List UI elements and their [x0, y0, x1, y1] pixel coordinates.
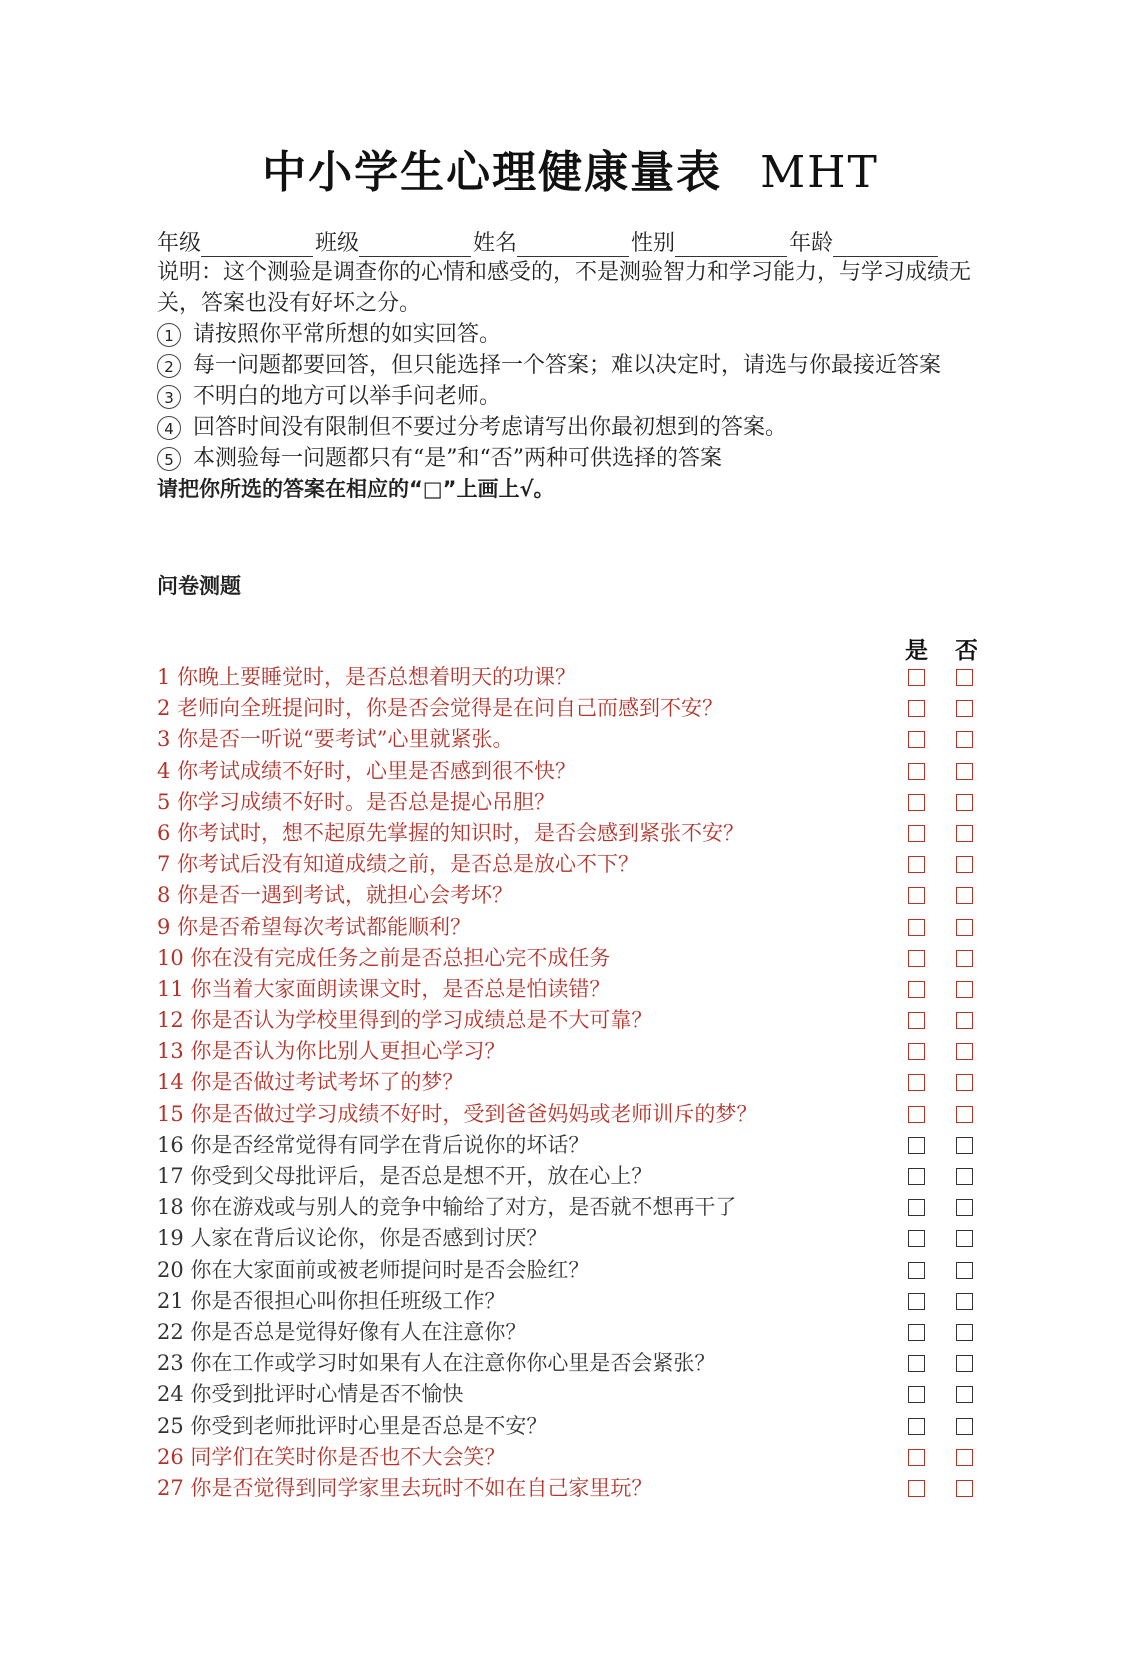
question-row: [157, 787, 997, 818]
question-row: [157, 1317, 997, 1348]
question-text: 12 你是否认为学校里得到的学习成绩总是不大可靠？: [157, 1008, 653, 1033]
question-text: 9 你是否希望每次考试都能顺利？: [157, 914, 472, 939]
question-text: 14 你是否做过考试考坏了的梦？: [157, 1070, 464, 1095]
no-column-header: 否: [955, 638, 978, 664]
yes-checkbox[interactable]: [908, 1106, 925, 1123]
yes-checkbox[interactable]: [908, 1355, 925, 1372]
rule-text: 不明白的地方可以举手问老师。: [193, 384, 502, 409]
title-chinese: 中小学生心理健康量表: [262, 147, 723, 198]
yes-checkbox[interactable]: [908, 856, 925, 873]
description-text: 说明：这个测验是调查你的心情和感受的，不是测验智力和学习能力，与学习成绩无关，答案也没有好坏之分。: [157, 260, 972, 316]
question-text: 18 你在游戏或与别人的竞争中输给了对方，是否就不想再干了: [157, 1195, 737, 1220]
rule-text: 请按照你平常所想的如实回答。: [193, 322, 502, 347]
yes-checkbox[interactable]: [908, 1262, 925, 1279]
question-text: 11 你当着大家面朗读课文时，是否总是怕读错？: [157, 976, 611, 1001]
yes-checkbox[interactable]: [908, 981, 925, 998]
rule-text: 本测验每一问题都只有“是”和“否”两种可供选择的答案: [193, 446, 722, 471]
no-checkbox[interactable]: [956, 1074, 973, 1091]
question-row: [157, 880, 997, 911]
question-row: [157, 662, 997, 693]
question-row: [157, 724, 997, 755]
yes-checkbox[interactable]: [908, 1449, 925, 1466]
rule-text: 回答时间没有限制但不要过分考虑请写出你最初想到的答案。: [193, 415, 788, 440]
no-checkbox[interactable]: [956, 1168, 973, 1185]
grade-field[interactable]: [201, 234, 313, 257]
student-info-line: [157, 226, 992, 257]
no-checkbox[interactable]: [956, 1480, 973, 1497]
yes-checkbox[interactable]: [908, 669, 925, 686]
no-checkbox[interactable]: [956, 1418, 973, 1435]
page-title: [0, 136, 1141, 200]
rule-number: 5: [157, 447, 181, 471]
question-row: [157, 1005, 997, 1036]
question-row: [157, 1067, 997, 1098]
yes-checkbox[interactable]: [908, 887, 925, 904]
no-checkbox[interactable]: [956, 825, 973, 842]
no-checkbox[interactable]: [956, 1324, 973, 1341]
info-label-class: 班级: [315, 231, 360, 256]
question-text: 25 你受到老师批评时心里是否总是不安？: [157, 1413, 548, 1438]
no-checkbox[interactable]: [956, 1012, 973, 1029]
question-text: 4 你考试成绩不好时，心里是否感到很不快？: [157, 758, 577, 783]
question-text: 20 你在大家面前或被老师提问时是否会脸红？: [157, 1257, 590, 1282]
no-checkbox[interactable]: [956, 669, 973, 686]
question-row: [157, 1130, 997, 1161]
yes-checkbox[interactable]: [908, 1418, 925, 1435]
yes-checkbox[interactable]: [908, 950, 925, 967]
yes-checkbox[interactable]: [908, 731, 925, 748]
rule-number: 1: [157, 323, 181, 347]
question-row: [157, 693, 997, 724]
question-text: 13 你是否认为你比别人更担心学习？: [157, 1039, 506, 1064]
yes-checkbox[interactable]: [908, 794, 925, 811]
question-row: [157, 849, 997, 880]
question-text: 23 你在工作或学习时如果有人在注意你你心里是否会紧张？: [157, 1351, 716, 1376]
question-text: 22 你是否总是觉得好像有人在注意你？: [157, 1319, 527, 1344]
no-checkbox[interactable]: [956, 1293, 973, 1310]
info-label-grade: 年级: [157, 231, 202, 256]
yes-checkbox[interactable]: [908, 1230, 925, 1247]
no-checkbox[interactable]: [956, 1230, 973, 1247]
question-text: 6 你考试时，想不起原先掌握的知识时，是否会感到紧张不安？: [157, 820, 745, 845]
question-list: [157, 662, 997, 1504]
no-checkbox[interactable]: [956, 700, 973, 717]
question-text: 8 你是否一遇到考试，就担心会考坏？: [157, 883, 514, 908]
no-checkbox[interactable]: [956, 981, 973, 998]
yes-column-header: 是: [905, 638, 928, 664]
question-row: [157, 943, 997, 974]
no-checkbox[interactable]: [956, 1199, 973, 1216]
rule-item: [157, 350, 989, 381]
no-checkbox[interactable]: [956, 1262, 973, 1279]
section-title: 问卷测题: [157, 574, 241, 598]
yes-checkbox[interactable]: [908, 1386, 925, 1403]
yes-checkbox[interactable]: [908, 1324, 925, 1341]
question-row: [157, 974, 997, 1005]
rule-number: 3: [157, 385, 181, 409]
question-text: 21 你是否很担心叫你担任班级工作？: [157, 1288, 506, 1313]
question-row: [157, 1348, 997, 1379]
no-checkbox[interactable]: [956, 856, 973, 873]
yes-checkbox[interactable]: [908, 825, 925, 842]
yes-checkbox[interactable]: [908, 1012, 925, 1029]
no-checkbox[interactable]: [956, 1386, 973, 1403]
no-checkbox[interactable]: [956, 731, 973, 748]
rule-item: [157, 443, 989, 474]
question-row: [157, 1255, 997, 1286]
answer-instruction: 请把你所选的答案在相应的“□”上画上√。: [157, 477, 555, 501]
question-text: 24 你受到批评时心情是否不愉快: [157, 1382, 464, 1407]
question-row: [157, 1161, 997, 1192]
no-checkbox[interactable]: [956, 919, 973, 936]
yes-checkbox[interactable]: [908, 1168, 925, 1185]
yes-checkbox[interactable]: [908, 763, 925, 780]
question-text: 26 同学们在笑时你是否也不大会笑？: [157, 1444, 506, 1469]
question-row: [157, 1286, 997, 1317]
instructions-block: [157, 257, 989, 505]
question-row: [157, 1036, 997, 1067]
yes-checkbox[interactable]: [908, 919, 925, 936]
no-checkbox[interactable]: [956, 794, 973, 811]
question-text: 17 你受到父母批评后，是否总是想不开，放在心上？: [157, 1164, 653, 1188]
question-text: 15 你是否做过学习成绩不好时，受到爸爸妈妈或老师训斥的梦？: [157, 1101, 758, 1126]
question-row: [157, 1379, 997, 1410]
question-row: [157, 912, 997, 943]
question-row: [157, 818, 997, 849]
question-row: [157, 1442, 997, 1473]
yes-checkbox[interactable]: [908, 1480, 925, 1497]
no-checkbox[interactable]: [956, 887, 973, 904]
question-row: [157, 1473, 997, 1504]
question-row: [157, 1099, 997, 1130]
rule-item: [157, 412, 989, 443]
info-label-age: 年龄: [789, 231, 834, 256]
yes-checkbox[interactable]: [908, 1043, 925, 1060]
yes-checkbox[interactable]: [908, 1137, 925, 1154]
question-text: 27 你是否觉得到同学家里去玩时不如在自己家里玩？: [157, 1475, 653, 1500]
name-field[interactable]: [517, 234, 629, 257]
question-row: [157, 1223, 997, 1254]
age-field[interactable]: [833, 234, 938, 257]
question-text: 10 你在没有完成任务之前是否总担心完不成任务: [157, 945, 611, 970]
yes-checkbox[interactable]: [908, 1293, 925, 1310]
question-row: [157, 756, 997, 787]
yes-checkbox[interactable]: [908, 700, 925, 717]
no-checkbox[interactable]: [956, 1106, 973, 1123]
question-text: 5 你学习成绩不好时。是否总是提心吊胆？: [157, 789, 556, 814]
rule-text: 每一问题都要回答，但只能选择一个答案；难以决定时，请选与你最接近答案: [193, 353, 942, 378]
question-text: 16 你是否经常觉得有同学在背后说你的坏话？: [157, 1132, 590, 1157]
rule-number: 4: [157, 416, 181, 440]
rule-item: [157, 319, 989, 350]
no-checkbox[interactable]: [956, 1449, 973, 1466]
no-checkbox[interactable]: [956, 1355, 973, 1372]
question-row: [157, 1411, 997, 1442]
no-checkbox[interactable]: [956, 763, 973, 780]
rule-item: [157, 381, 989, 412]
no-checkbox[interactable]: [956, 1137, 973, 1154]
question-text: 1 你晚上要睡觉时，是否总想着明天的功课？: [157, 665, 577, 689]
yes-checkbox[interactable]: [908, 1199, 925, 1216]
info-label-name: 姓名: [473, 231, 518, 256]
no-checkbox[interactable]: [956, 1043, 973, 1060]
title-latin: MHT: [760, 147, 879, 198]
question-text: 2 老师向全班提问时，你是否会觉得是在问自己而感到不安？: [157, 696, 724, 721]
rule-number: 2: [157, 354, 181, 378]
class-field[interactable]: [359, 234, 471, 257]
info-label-gender: 性别: [631, 231, 676, 256]
yes-checkbox[interactable]: [908, 1074, 925, 1091]
gender-field[interactable]: [675, 234, 787, 257]
question-text: 19 人家在背后议论你，你是否感到讨厌？: [157, 1226, 548, 1251]
question-text: 3 你是否一听说“要考试”心里就紧张。: [157, 727, 514, 752]
question-row: [157, 1192, 997, 1223]
question-text: 7 你考试后没有知道成绩之前，是否总是放心不下？: [157, 852, 640, 877]
no-checkbox[interactable]: [956, 950, 973, 967]
